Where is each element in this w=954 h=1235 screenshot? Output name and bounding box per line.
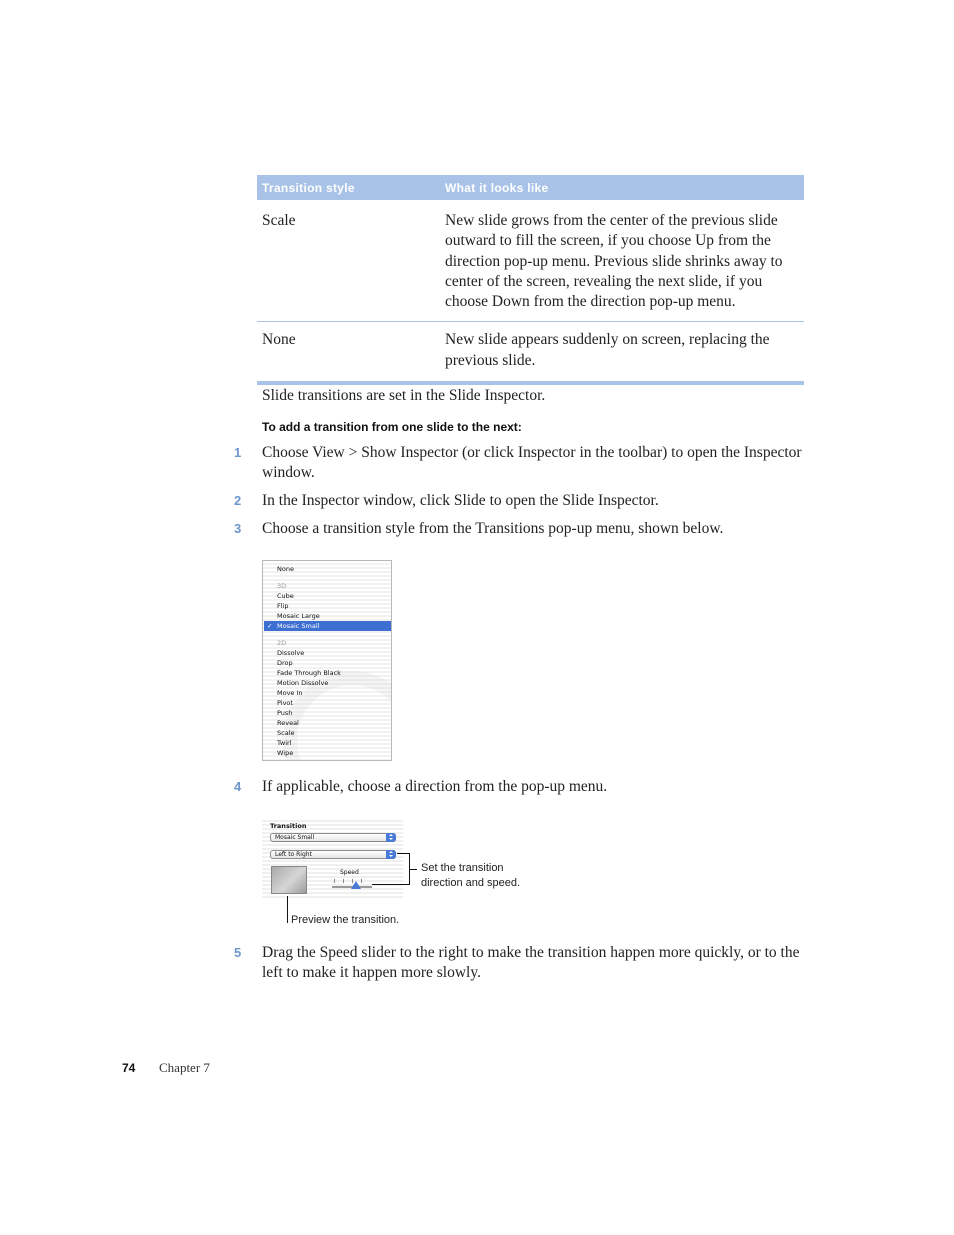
menu-item-push[interactable]: Push — [277, 709, 293, 717]
step-1 — [234, 443, 804, 484]
callout-line — [287, 896, 288, 923]
step-number: 4 — [234, 779, 242, 794]
step-text: In the Inspector window, click Slide to open the Slide Inspector. — [262, 492, 659, 509]
popup-arrows-icon — [386, 850, 396, 859]
menu-section-2d: 2D — [277, 639, 287, 647]
menu-item-none[interactable]: None — [277, 565, 294, 573]
step-text: Choose View > Show Inspector (or click Inspector in the toolbar) to open the Inspector window. — [262, 444, 802, 482]
popup-arrows-icon — [386, 833, 396, 842]
menu-item-label: Mosaic Small — [277, 622, 320, 630]
page-number: 74 — [122, 1061, 136, 1075]
preview-button[interactable] — [271, 866, 307, 894]
step-4 — [234, 777, 804, 797]
step-text: Choose a transition style from the Transitions pop-up menu, shown below. — [262, 520, 724, 537]
step-5 — [234, 943, 804, 984]
menu-item-cube[interactable]: Cube — [277, 592, 294, 600]
direction-popup[interactable] — [270, 850, 396, 859]
callout-line — [372, 884, 410, 885]
popup-value: Left to Right — [275, 851, 312, 858]
menu-item-move-in[interactable]: Move In — [277, 689, 303, 697]
intro-paragraph: Slide transitions are set in the Slide Inspector. — [262, 387, 546, 404]
callout-line — [397, 853, 409, 854]
row-style: None — [262, 331, 296, 349]
chapter-label: Chapter 7 — [159, 1060, 210, 1075]
checkmark-icon: ✓ — [267, 622, 273, 630]
menu-item-mosaic-small[interactable] — [264, 621, 392, 631]
menu-item-mosaic-large[interactable]: Mosaic Large — [277, 612, 320, 620]
step-text: If applicable, choose a direction from the pop-up menu. — [262, 778, 608, 795]
step-3 — [234, 519, 804, 539]
popup-value: Mosaic Small — [275, 834, 315, 841]
step-2 — [234, 491, 804, 511]
menu-item-pivot[interactable]: Pivot — [277, 699, 293, 707]
menu-item-wipe[interactable]: Wipe — [277, 749, 294, 757]
table-row — [257, 322, 804, 385]
menu-item-fade-through-black[interactable]: Fade Through Black — [277, 669, 341, 677]
row-description: New slide appears suddenly on screen, replacing the previous slide. — [445, 331, 770, 369]
speed-slider-thumb[interactable] — [351, 881, 361, 889]
header-what-it-looks-like: What it looks like — [445, 180, 549, 195]
step-number: 2 — [234, 493, 242, 508]
header-transition-style: Transition style — [262, 180, 355, 195]
row-description: New slide grows from the center of the previous slide outward to fill the screen, if you choose Up from the direction pop-up menu. Previous slide shrinks away to center of the screen, revealing the next slide, if you choose Down from the direction pop-up menu. — [445, 212, 783, 311]
menu-item-twirl[interactable]: Twirl — [277, 739, 292, 747]
transition-inspector-panel — [262, 818, 403, 900]
panel-title: Transition — [270, 822, 307, 830]
callout-direction-speed: Set the transition direction and speed. — [421, 862, 521, 889]
step-number: 1 — [234, 445, 242, 460]
callout-preview: Preview the transition. — [291, 914, 400, 926]
table-row — [257, 200, 804, 322]
row-style: Scale — [262, 212, 296, 229]
step-text: Drag the Speed slider to the right to make the transition happen more quickly, or to the left to make it happen more slowly. — [262, 944, 800, 982]
step-number: 3 — [234, 521, 242, 536]
menu-section-3d: 3D — [277, 582, 287, 590]
menu-item-drop[interactable]: Drop — [277, 659, 293, 667]
menu-item-dissolve[interactable]: Dissolve — [277, 649, 305, 657]
task-heading: To add a transition from one slide to the next: — [262, 420, 522, 434]
transition-table — [257, 175, 804, 385]
transition-style-popup[interactable] — [270, 833, 396, 842]
table-header — [257, 175, 804, 200]
step-number: 5 — [234, 945, 242, 960]
menu-item-motion-dissolve[interactable]: Motion Dissolve — [277, 679, 329, 687]
menu-item-scale[interactable]: Scale — [277, 729, 295, 737]
speed-label: Speed — [340, 869, 359, 876]
callout-line — [409, 869, 417, 870]
menu-item-flip[interactable]: Flip — [277, 602, 289, 610]
menu-item-reveal[interactable]: Reveal — [277, 719, 299, 727]
transitions-menu — [262, 560, 392, 761]
